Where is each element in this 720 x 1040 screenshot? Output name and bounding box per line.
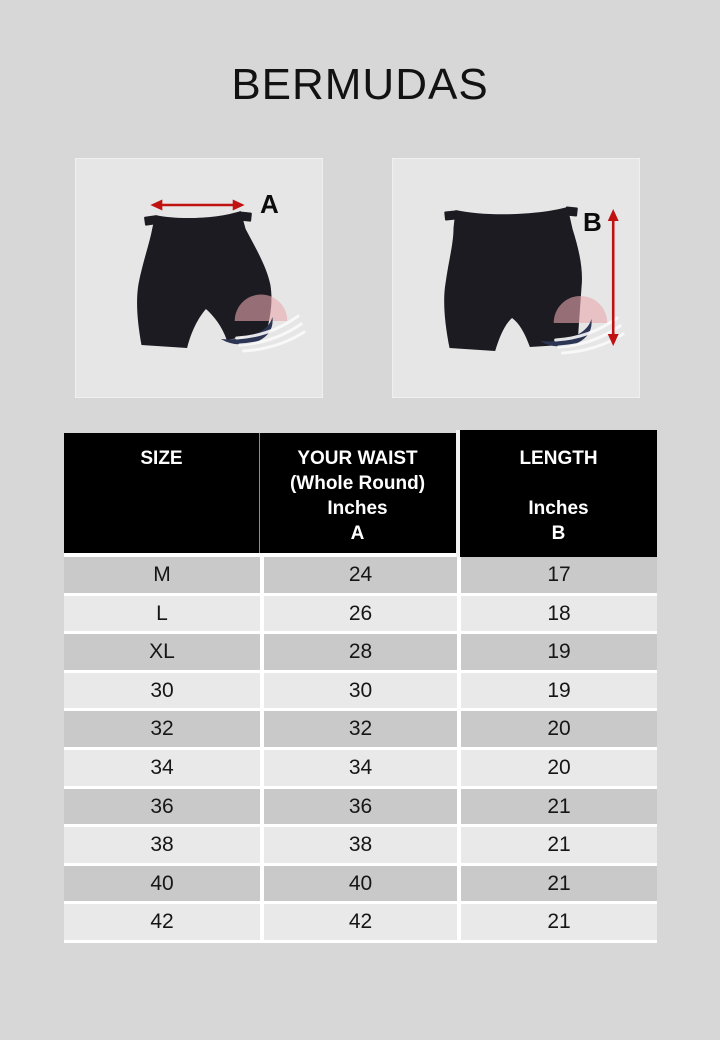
shorts-front-image xyxy=(76,159,322,397)
cell-length: 19 xyxy=(461,634,657,670)
product-diagram-front xyxy=(75,158,323,398)
header-line: YOUR WAIST xyxy=(297,448,418,469)
cell-size: L xyxy=(64,596,260,632)
page-title: BERMUDAS xyxy=(231,60,489,109)
cell-size: 36 xyxy=(64,789,260,825)
header-line: Inches xyxy=(528,498,589,519)
cell-length: 21 xyxy=(461,789,657,825)
cell-waist: 24 xyxy=(264,557,457,593)
cell-waist: 26 xyxy=(264,596,457,632)
cell-size: 40 xyxy=(64,866,260,902)
cell-waist: 34 xyxy=(264,750,457,786)
length-arrow-icon xyxy=(608,209,619,346)
header-line: SIZE xyxy=(140,448,183,469)
product-diagram-back xyxy=(392,158,640,398)
cell-size: 34 xyxy=(64,750,260,786)
width-arrow-icon xyxy=(150,200,244,211)
header-line: Inches xyxy=(327,498,388,519)
cell-size: M xyxy=(64,557,260,593)
cell-size: 42 xyxy=(64,904,260,940)
table-body xyxy=(64,553,657,943)
cell-waist: 30 xyxy=(264,673,457,709)
header-cell-size xyxy=(64,433,260,553)
header-line: A xyxy=(350,523,365,544)
cell-waist: 42 xyxy=(264,904,457,940)
table-header-left xyxy=(64,433,456,553)
cell-length: 20 xyxy=(461,750,657,786)
cell-waist: 32 xyxy=(264,711,457,747)
cell-size: 38 xyxy=(64,827,260,863)
cell-size: 32 xyxy=(64,711,260,747)
header-cell-waist xyxy=(260,433,455,553)
shorts-front-silhouette xyxy=(137,211,271,348)
header-line: (Whole Round) xyxy=(289,473,426,494)
cell-size: XL xyxy=(64,634,260,670)
cell-length: 20 xyxy=(461,711,657,747)
measure-label-a: A xyxy=(260,189,279,219)
cell-waist: 40 xyxy=(264,866,457,902)
header-cell-length xyxy=(460,430,657,557)
measure-label-b: B xyxy=(583,207,602,237)
cell-waist: 36 xyxy=(264,789,457,825)
shorts-back-image xyxy=(393,159,639,397)
shorts-back-silhouette xyxy=(444,206,582,351)
cell-length: 19 xyxy=(461,673,657,709)
size-chart-table xyxy=(64,430,657,943)
header-line: LENGTH xyxy=(519,448,598,469)
cell-waist: 28 xyxy=(264,634,457,670)
cell-waist: 38 xyxy=(264,827,457,863)
cell-length: 17 xyxy=(461,557,657,593)
cell-length: 21 xyxy=(461,827,657,863)
header-line: B xyxy=(551,523,566,544)
cell-length: 21 xyxy=(461,904,657,940)
header-line xyxy=(460,471,657,496)
cell-length: 21 xyxy=(461,866,657,902)
cell-size: 30 xyxy=(64,673,260,709)
cell-length: 18 xyxy=(461,596,657,632)
